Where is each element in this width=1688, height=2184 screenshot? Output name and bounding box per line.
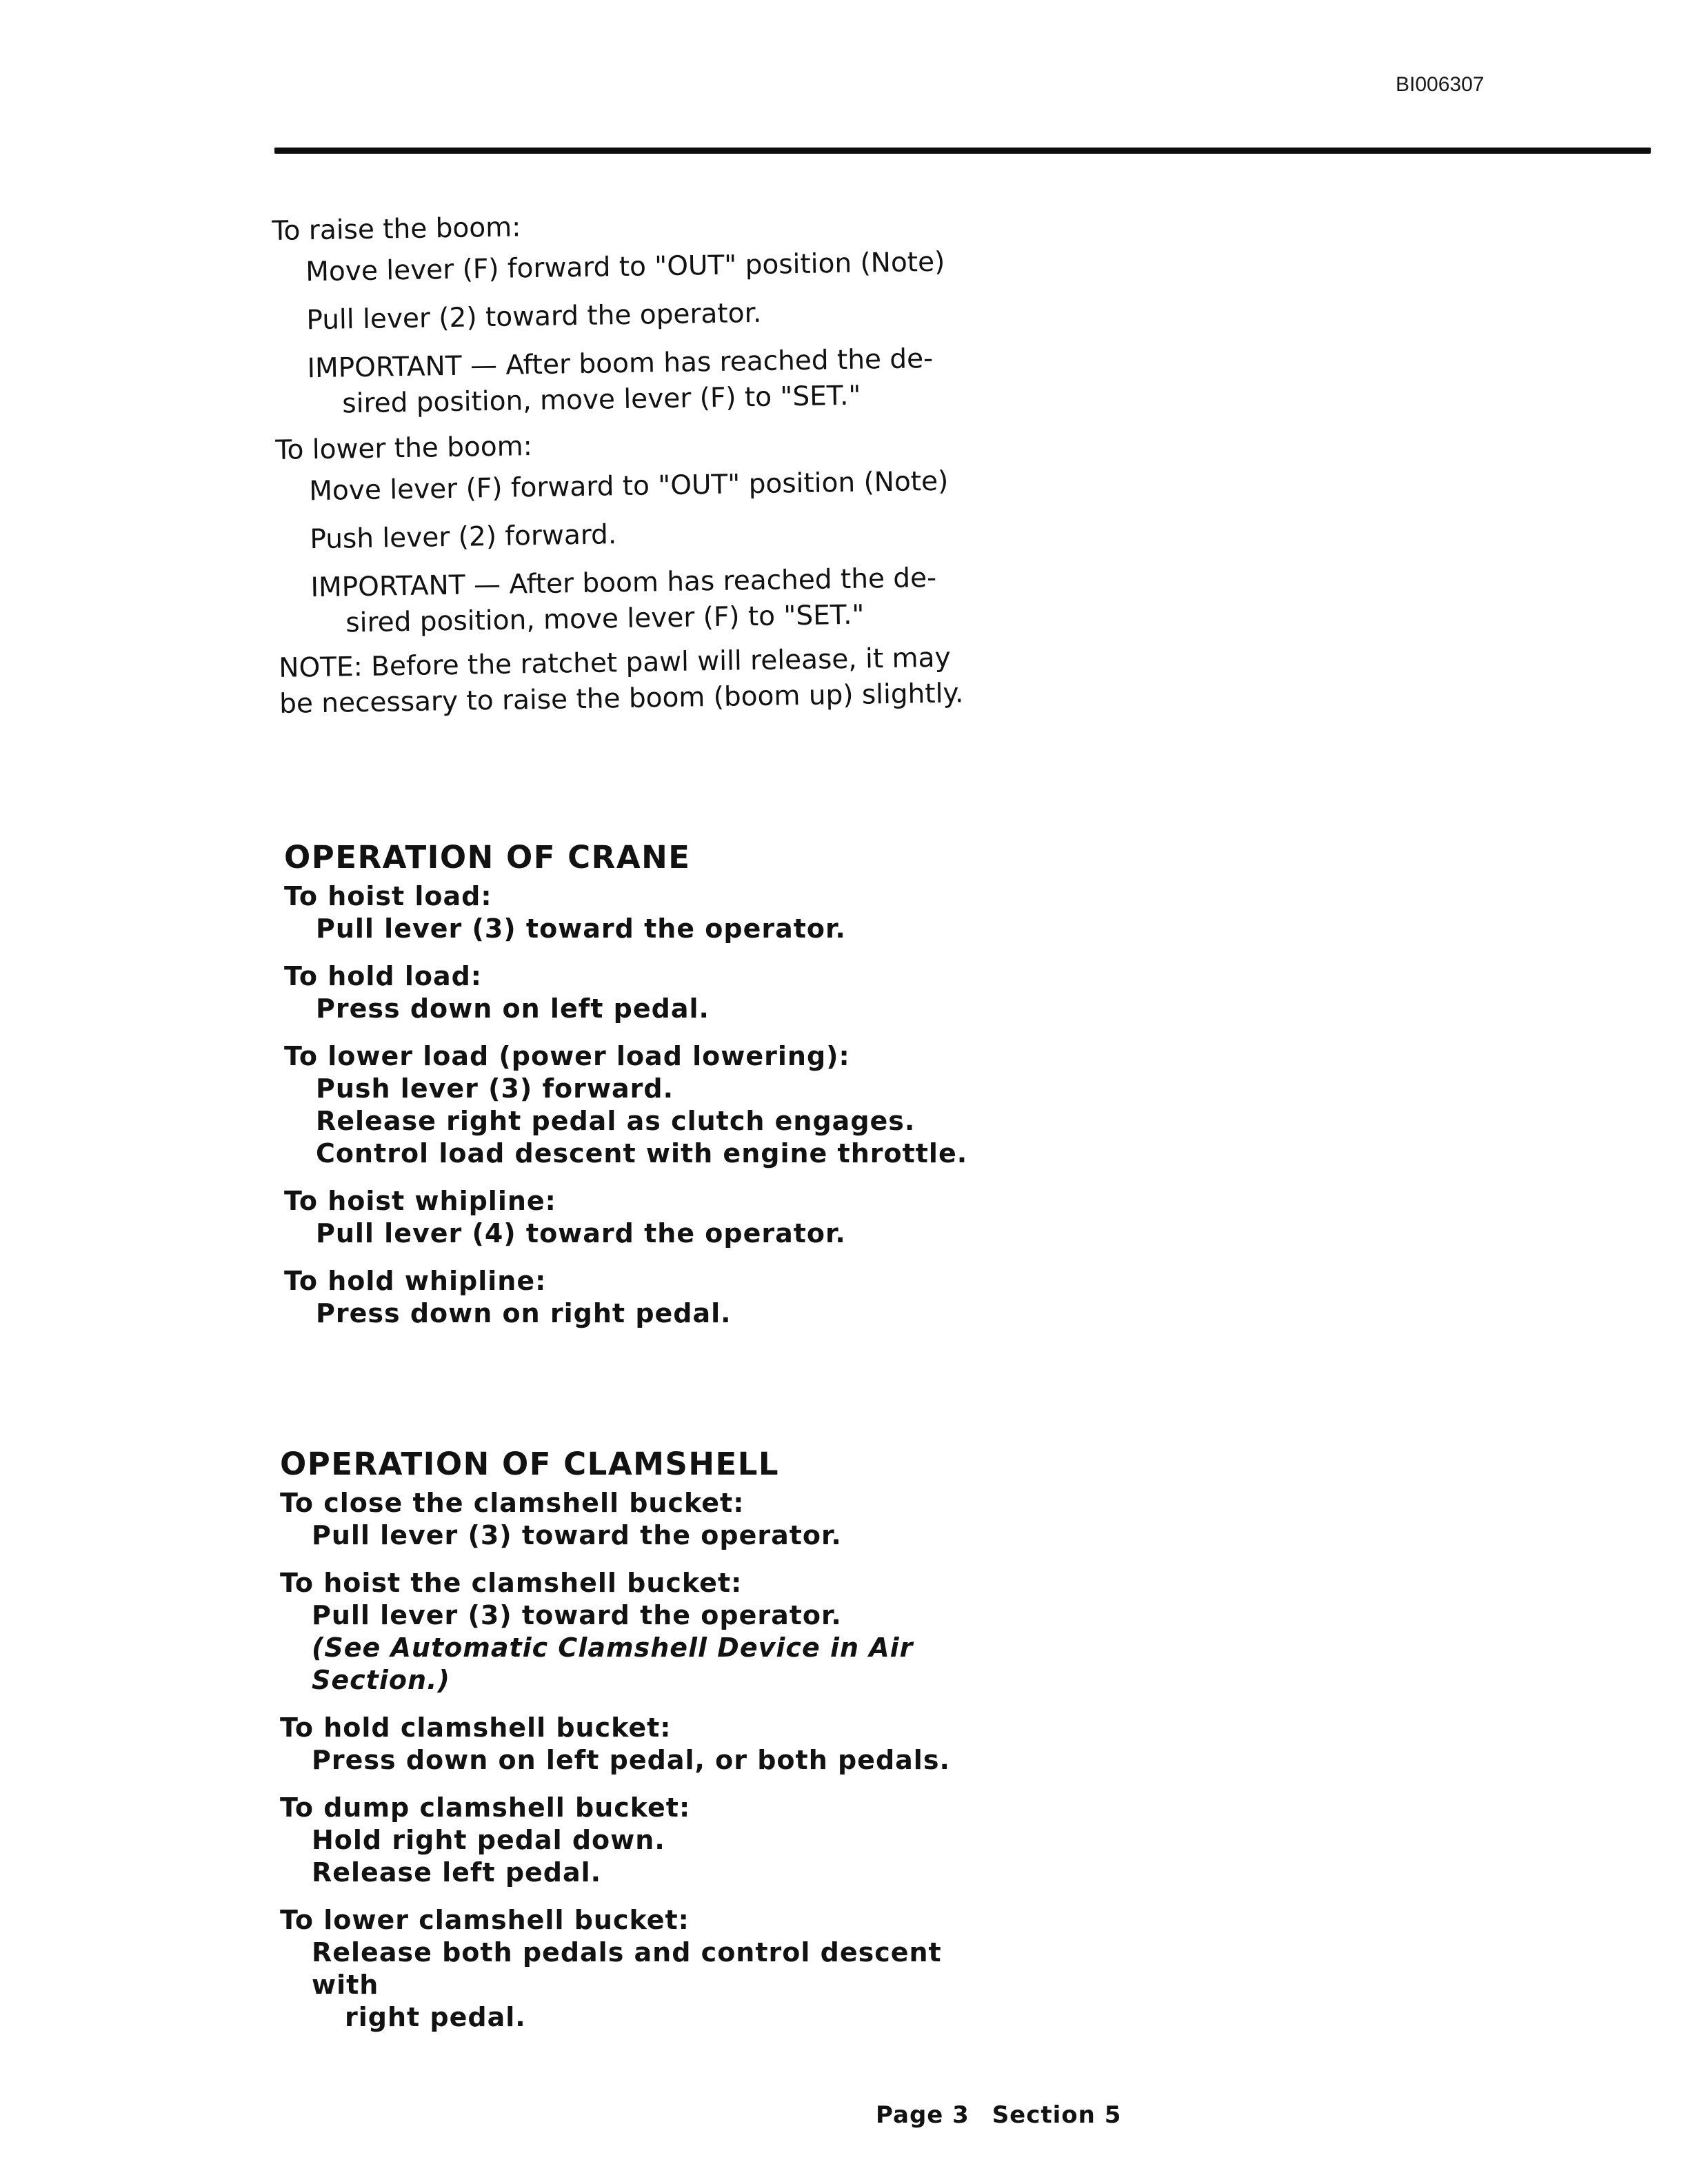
raise-step: Move lever (F) forward to "OUT" position (Note) — [305, 246, 945, 288]
clamshell-item-heading: To close the clamshell bucket: — [280, 1488, 745, 1518]
crane-section-title: OPERATION OF CRANE — [284, 839, 691, 876]
crane-item-line: Press down on right pedal. — [316, 1298, 732, 1328]
crane-item — [284, 1265, 974, 1330]
lower-important-continuation: sired position, move lever (F) to "SET." — [345, 599, 865, 639]
lower-step: Move lever (F) forward to "OUT" position (Note) — [308, 465, 949, 507]
boom-instructions — [272, 203, 969, 722]
crane-item — [284, 1185, 974, 1250]
clamshell-item — [280, 1712, 969, 1777]
clamshell-item-heading: To hold clamshell bucket: — [280, 1712, 672, 1743]
crane-item-heading: To hold whipline: — [284, 1266, 547, 1296]
clamshell-item-line: Pull lever (3) toward the operator. — [312, 1520, 842, 1550]
document-id: BI006307 — [1396, 73, 1485, 96]
crane-item-line: Release right pedal as clutch engages. — [316, 1106, 916, 1136]
boom-note: NOTE: Before the ratchet pawl will release, it may — [279, 642, 951, 684]
section-number: Section 5 — [992, 2101, 1122, 2129]
clamshell-item — [280, 1567, 969, 1697]
lower-boom-heading: To lower the boom: — [275, 431, 533, 466]
boom-note-continuation: be necessary to raise the boom (boom up) slightly. — [279, 678, 964, 720]
clamshell-section — [280, 1448, 969, 2034]
clamshell-item-heading: To dump clamshell bucket: — [280, 1792, 691, 1823]
page-footer — [876, 2101, 1121, 2129]
raise-boom-heading: To raise the boom: — [272, 212, 521, 247]
clamshell-item-heading: To lower clamshell bucket: — [280, 1905, 690, 1935]
raise-important-continuation: sired position, move lever (F) to "SET." — [341, 380, 861, 420]
crane-item-line: Press down on left pedal. — [316, 993, 710, 1024]
crane-item-line: Pull lever (4) toward the operator. — [316, 1218, 846, 1248]
clamshell-item-line: Release both pedals and control descent with — [312, 1937, 942, 2000]
page-number: Page 3 — [876, 2101, 969, 2129]
lower-important: IMPORTANT — After boom has reached the de- — [310, 562, 937, 604]
crane-item-line: Push lever (3) forward. — [316, 1073, 674, 1104]
crane-item-heading: To hoist load: — [284, 881, 492, 911]
crane-section — [284, 841, 974, 1330]
clamshell-item — [280, 1904, 969, 2034]
clamshell-item-line: Hold right pedal down. — [312, 1825, 665, 1855]
crane-item — [284, 960, 974, 1025]
crane-item-heading: To lower load (power load lowering): — [284, 1041, 850, 1071]
clamshell-item-line: Press down on left pedal, or both pedals. — [312, 1745, 950, 1775]
clamshell-item-line: Pull lever (3) toward the operator. — [312, 1600, 842, 1630]
lower-step: Push lever (2) forward. — [310, 519, 617, 556]
crane-item-heading: To hold load: — [284, 961, 482, 991]
clamshell-item-line: Release left pedal. — [312, 1857, 602, 1888]
crane-item — [284, 1040, 974, 1170]
raise-important: IMPORTANT — After boom has reached the de- — [307, 343, 934, 385]
clamshell-item — [280, 1487, 969, 1552]
clamshell-item-continuation: right pedal. — [345, 2002, 526, 2032]
clamshell-item — [280, 1792, 969, 1889]
clamshell-item-heading: To hoist the clamshell bucket: — [280, 1568, 743, 1598]
crane-item-heading: To hoist whipline: — [284, 1186, 556, 1216]
raise-step: Pull lever (2) toward the operator. — [306, 297, 762, 336]
crane-item-line: Control load descent with engine throttle. — [316, 1138, 968, 1169]
clamshell-section-title: OPERATION OF CLAMSHELL — [280, 1446, 780, 1482]
header-rule — [274, 148, 1651, 154]
crane-item — [284, 880, 974, 945]
crane-item-line: Pull lever (3) toward the operator. — [316, 913, 846, 944]
clamshell-item-reference: (See Automatic Clamshell Device in Air Section.) — [312, 1632, 914, 1695]
